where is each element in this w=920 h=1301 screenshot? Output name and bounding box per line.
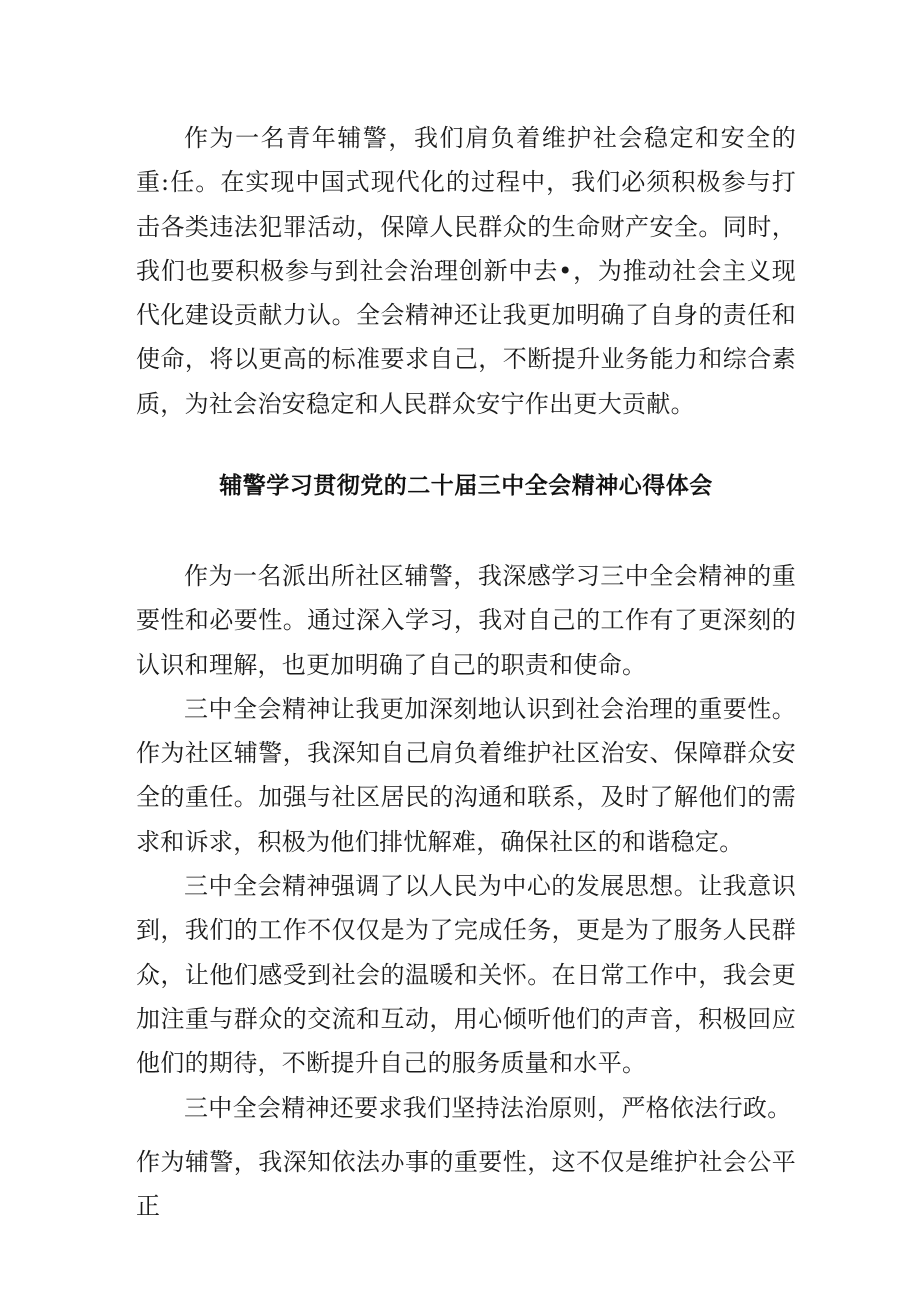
body-paragraph: 作为一名派出所社区辅警，我深感学习三中全会精神的重要性和必要性。通过深入学习，我对自己的工作有了更深刻的认识和理解，也更加明确了自己的职责和使命。 (136, 562, 796, 679)
intro-paragraph: 作为一名青年辅警，我们肩负着维护社会稳定和安全的重:任。在实现中国式现代化的过程中，我们必须积极参与打击各类违法犯罪活动，保障人民群众的生命财产安全。同时，我们也要积极参与到社会治理创新中去•，为推动社会主义现代化建设贡献力认。全会精神还让我更加明确了自身的责任和使命，将以更高的标准要求自己，不断提升业务能力和综合素质，为社会治安稳定和人民群众安宁作出更大贡献。 (136, 124, 796, 418)
body-paragraph: 三中全会精神让我更加深刻地认识到社会治理的重要性。作为社区辅警，我深知自己肩负着维护社区治安、保障群众安全的重任。加强与社区居民的沟通和联系，及时了解他们的需求和诉求，积极为他们排忧解难，确保社区的和谐稳定。 (136, 694, 796, 856)
body-section (136, 554, 796, 1130)
continuation-section (136, 1140, 796, 1229)
section-title: 辅警学习贯彻党的二十届三中全会精神心得体会 (219, 473, 713, 499)
body-paragraph: 三中全会精神强调了以人民为中心的发展思想。让我意识到，我们的工作不仅仅是为了完成任务，更是为了服务人民群众，让他们感受到社会的温暖和关怀。在日常工作中，我会更加注重与群众的交流和互动，用心倾听他们的声音，积极回应他们的期待，不断提升自己的服务质量和水平。 (136, 872, 796, 1078)
intro-section (136, 116, 796, 426)
body-paragraph: 三中全会精神还要求我们坚持法治原则，严格依法行政。 (184, 1093, 792, 1122)
continuation-paragraph: 作为辅警，我深知依法办事的重要性，这不仅是维护社会公平正 (136, 1148, 796, 1221)
